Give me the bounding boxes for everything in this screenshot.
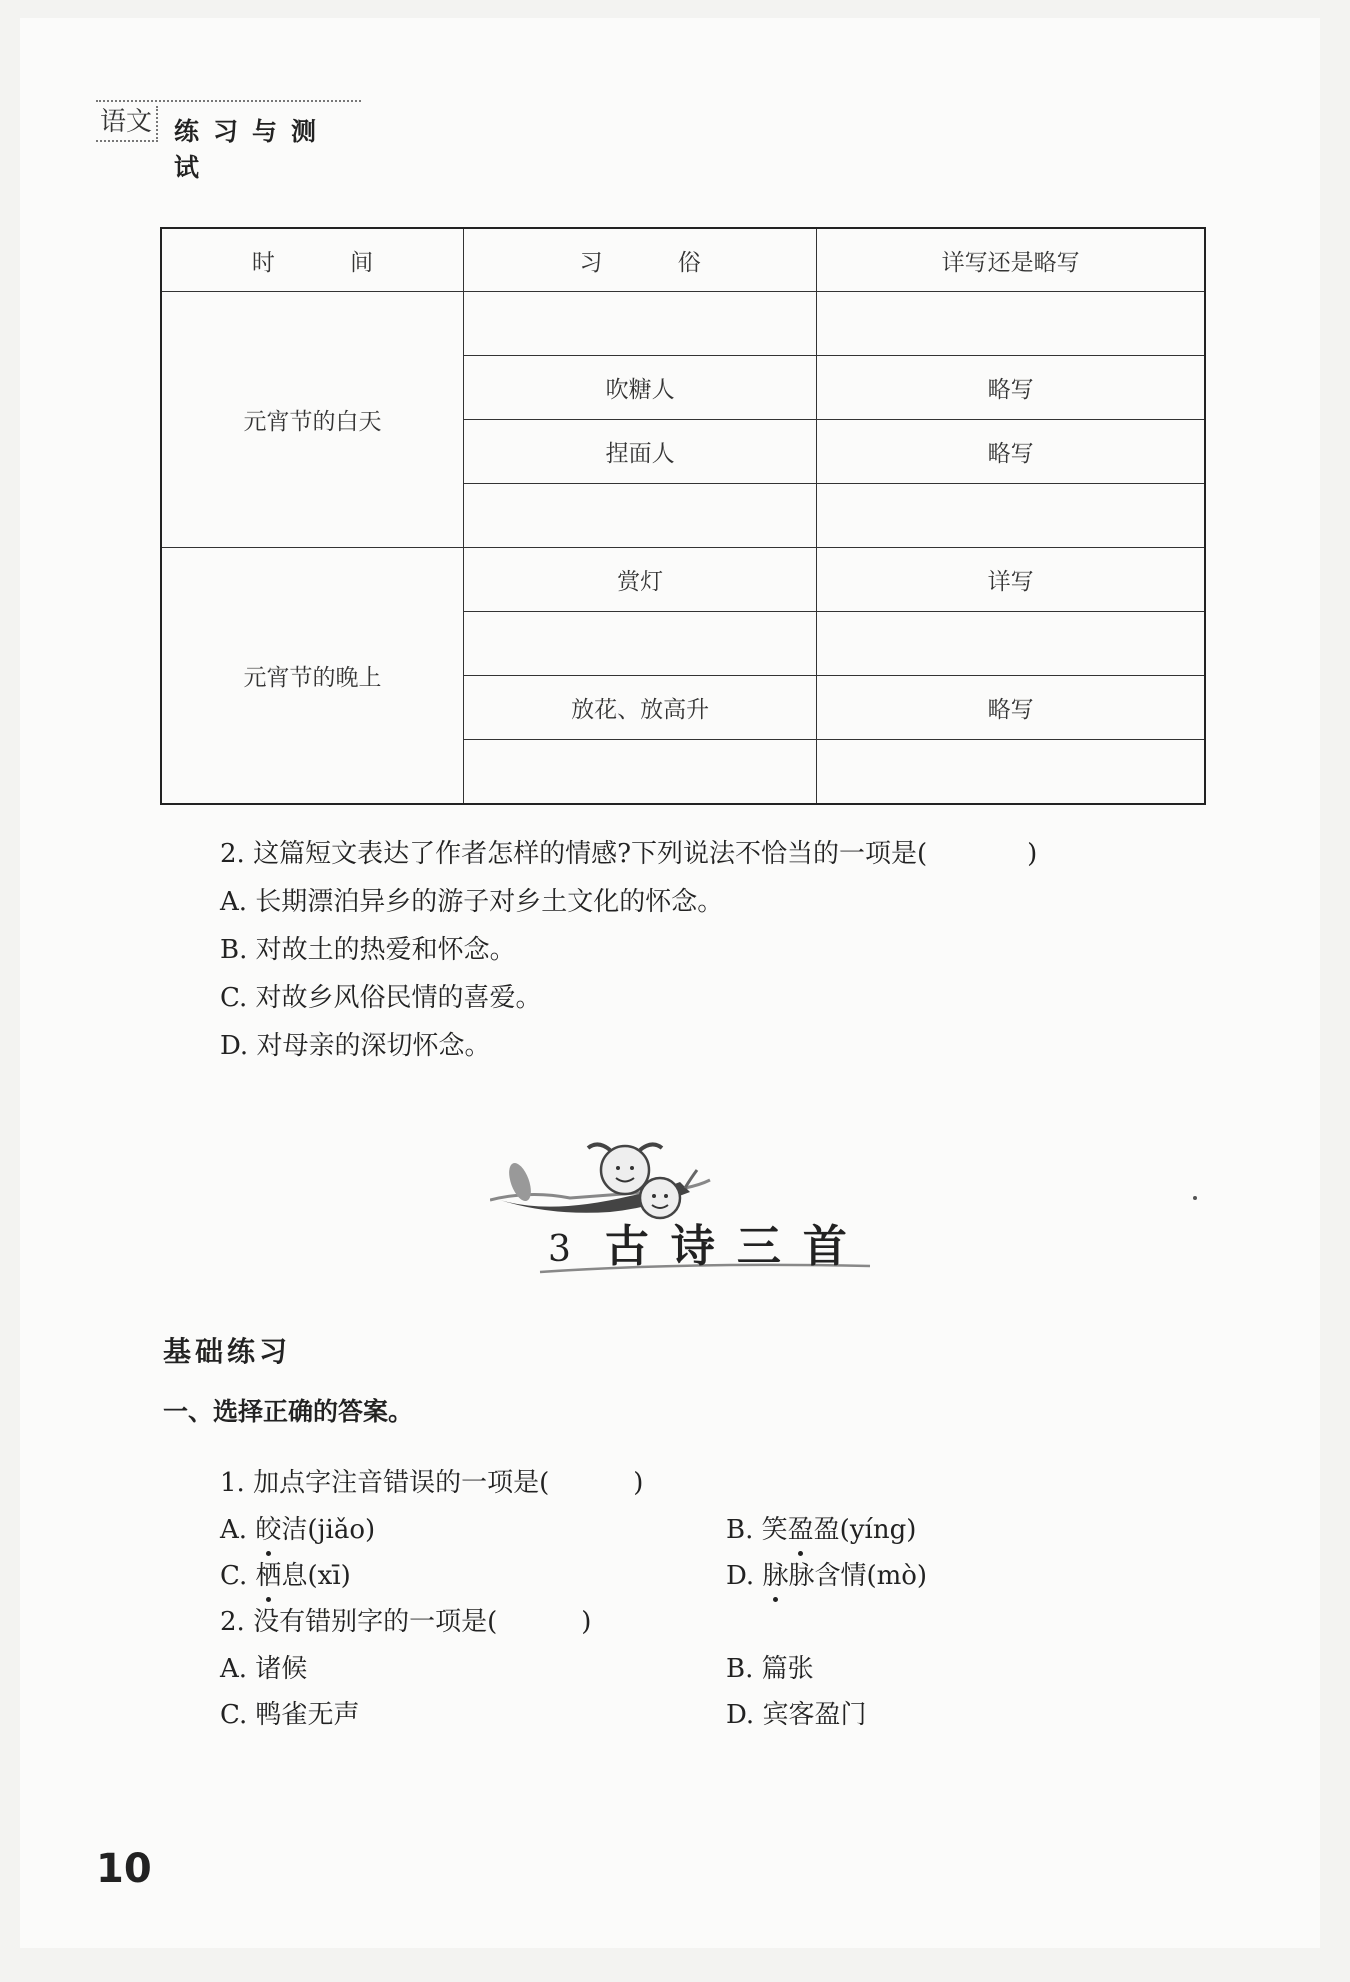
header-detail: 详写还是略写 <box>817 228 1205 292</box>
custom-cell: 赏灯 <box>463 548 816 612</box>
lesson-title <box>548 1210 869 1274</box>
custom-cell: 捏面人 <box>463 420 816 484</box>
exercise-2-option-c[interactable]: C. 鸭雀无声 <box>220 1700 360 1730</box>
exercise-1-option-c[interactable]: C. 栖息(xī) <box>220 1555 351 1592</box>
time-cell-day: 元宵节的白天 <box>161 292 463 548</box>
book-title: 练习与测试 <box>174 117 331 182</box>
exercise-1-option-b[interactable]: B. 笑盈盈(yíng) <box>726 1509 916 1546</box>
table-header-row <box>161 228 1205 292</box>
exercise-1-option-a[interactable]: A. 皎洁(jiǎo) <box>220 1509 375 1546</box>
exercise-2-stem: 2. 没有错别字的一项是( ) <box>220 1607 592 1637</box>
custom-cell[interactable] <box>463 484 816 548</box>
question-2-option-c[interactable]: C. 对故乡风俗民情的喜爱。 <box>220 983 542 1013</box>
exercise-2-option-a[interactable]: A. 诸候 <box>220 1654 308 1684</box>
subject-label: 语文 <box>96 106 158 142</box>
custom-cell[interactable] <box>463 292 816 356</box>
exercise-2-option-d[interactable]: D. 宾客盈门 <box>726 1700 867 1730</box>
section-instruction: 一、选择正确的答案。 <box>163 1397 414 1426</box>
question-2-option-a[interactable]: A. 长期漂泊异乡的游子对乡土文化的怀念。 <box>220 887 724 917</box>
lesson-number: 3 <box>548 1229 571 1270</box>
custom-cell: 吹糖人 <box>463 356 816 420</box>
detail-cell: 详写 <box>817 548 1205 612</box>
custom-cell[interactable] <box>463 740 816 805</box>
detail-cell: 略写 <box>817 356 1205 420</box>
print-speck <box>1193 1196 1197 1200</box>
detail-cell: 略写 <box>817 420 1205 484</box>
question-2-option-b[interactable]: B. 对故土的热爱和怀念。 <box>220 935 516 965</box>
exercise-1-stem: 1. 加点字注音错误的一项是( ) <box>220 1468 644 1498</box>
detail-cell: 略写 <box>817 676 1205 740</box>
custom-cell: 放花、放高升 <box>463 676 816 740</box>
question-2-stem: 2. 这篇短文表达了作者怎样的情感?下列说法不恰当的一项是( ) <box>220 839 1038 869</box>
time-cell-night: 元宵节的晚上 <box>161 548 463 805</box>
exercise-1-option-d[interactable]: D. 脉脉含情(mò) <box>726 1555 927 1592</box>
header-time: 时 间 <box>161 228 463 292</box>
page-header <box>96 100 361 182</box>
table-row <box>161 548 1205 612</box>
lesson-name: 古诗三首 <box>604 1221 869 1272</box>
question-2-option-d[interactable]: D. 对母亲的深切怀念。 <box>220 1031 491 1061</box>
detail-cell[interactable] <box>817 292 1205 356</box>
table-row <box>161 292 1205 356</box>
detail-cell[interactable] <box>817 612 1205 676</box>
detail-cell[interactable] <box>817 740 1205 805</box>
section-title: 基础练习 <box>163 1335 292 1368</box>
customs-table <box>160 227 1206 805</box>
header-custom: 习 俗 <box>463 228 816 292</box>
custom-cell[interactable] <box>463 612 816 676</box>
page-number: 10 <box>96 1846 152 1892</box>
exercise-2-option-b[interactable]: B. 篇张 <box>726 1654 814 1684</box>
detail-cell[interactable] <box>817 484 1205 548</box>
